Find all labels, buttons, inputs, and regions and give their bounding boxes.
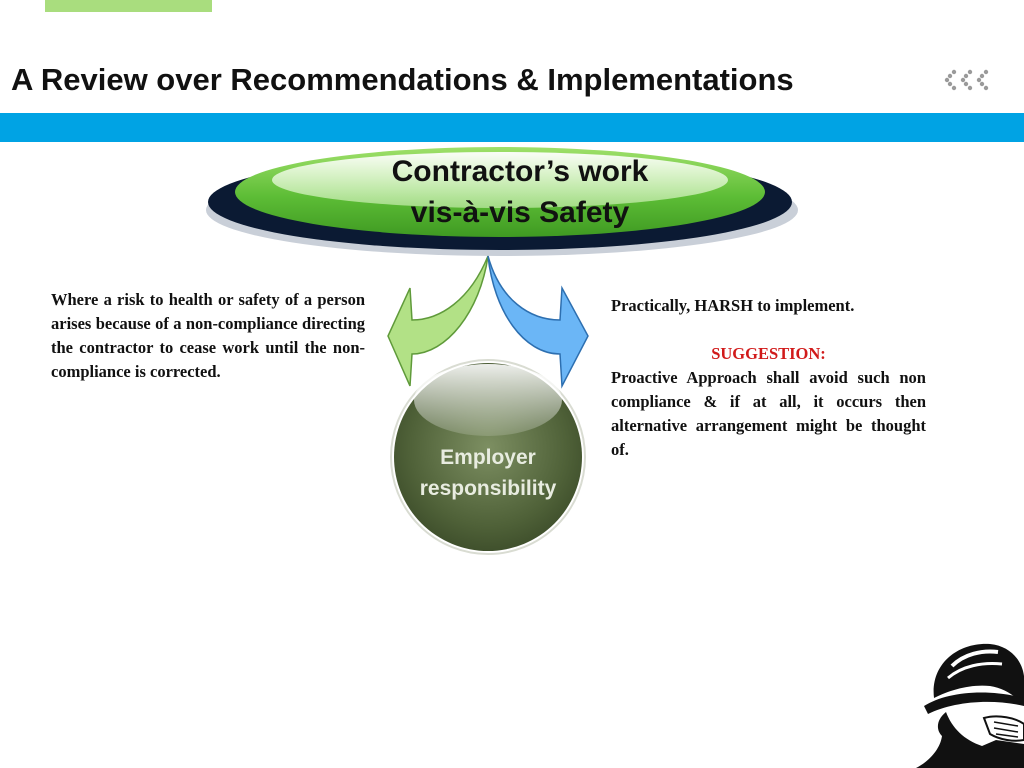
oval-label-line2: vis-à-vis Safety [410,196,630,229]
oval-label [330,151,710,233]
oval-label-line1: Contractor’s work [391,155,649,188]
circle-label-line2: responsibility [419,477,557,500]
suggestion-body: Proactive Approach shall avoid such non compliance & if at all, it occurs then alternative arrangement might be thought of. [611,368,926,459]
slide-title: A Review over Recommendations & Implementations [11,62,794,97]
circle-gloss [414,364,562,436]
harsh-statement: Practically, HARSH to implement. [611,296,855,315]
circle-label [392,442,584,504]
right-column [611,294,926,462]
suggestion-heading: SUGGESTION: [711,344,826,363]
safety-worker-helmet-icon [906,636,1024,768]
circle-label-line1: Employer [440,446,536,469]
left-paragraph: Where a risk to health or safety of a person arises because of a non-compliance directing the contractor to cease work until the non-compliance is corrected. [51,290,365,381]
